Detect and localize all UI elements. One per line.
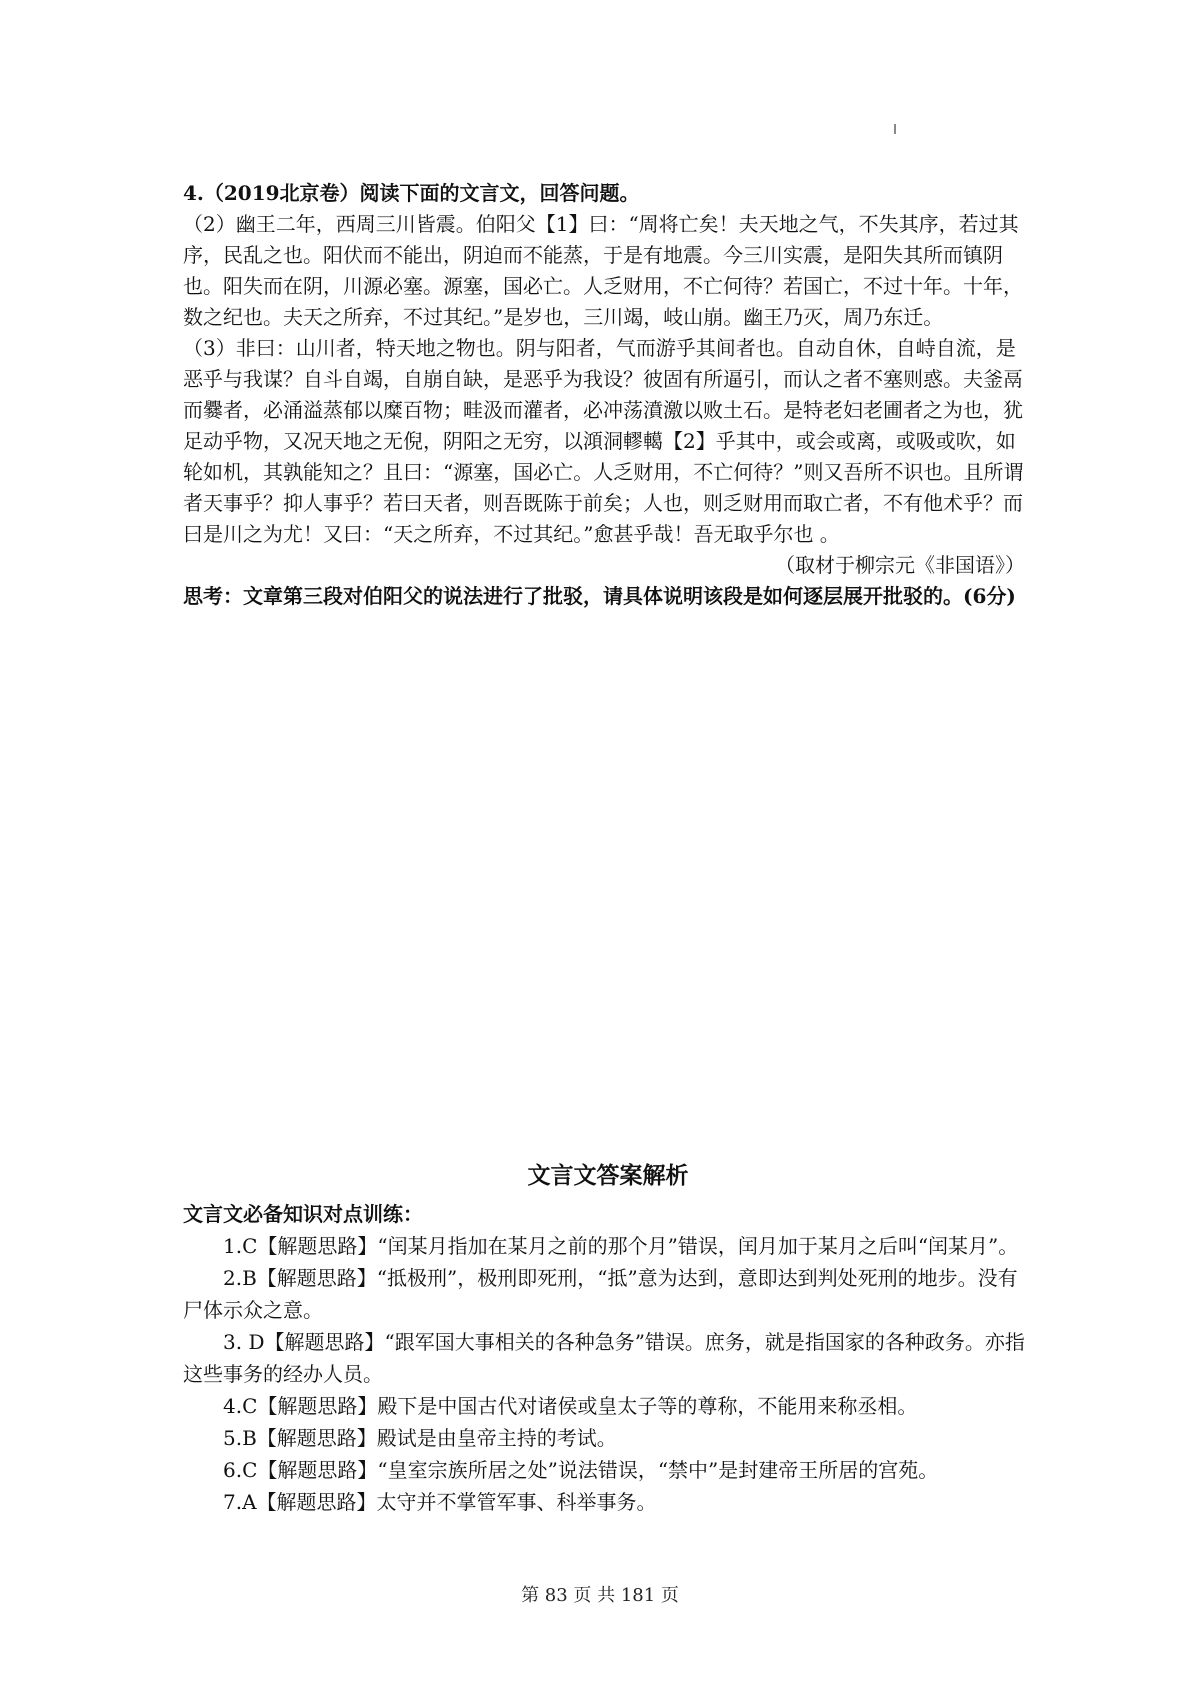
answer-item: 2.B【解题思路】“抵极刑”，极刑即死刑，“抵”意为达到，意即达到判处死刑的地步。没有尸体示众之意。 <box>183 1266 1018 1322</box>
question-section <box>183 178 1033 612</box>
question-prompt: 思考：文章第三段对伯阳父的说法进行了批驳，请具体说明该段是如何逐层展开批驳的。(6分) <box>183 584 1016 608</box>
passage-paragraph-2: （2）幽王二年，西周三川皆震。伯阳父【1】曰：“周将亡矣！夫天地之气，不失其序，若过其序，民乱之也。阳伏而不能出，阴迫而不能蒸，于是有地震。今三川实震，是阳失其所而镇阴也。阳失而在阴，川源必塞。源塞，国必亡。人乏财用，不亡何待？若国亡，不过十年。十年，数之纪也。夫天之所弃，不过其纪。”是岁也，三川竭，岐山崩。幽王乃灭，周乃东迁。 <box>183 212 1023 329</box>
answer-item: 3. D【解题思路】“跟军国大事相关的各种急务”错误。庶务，就是指国家的各种政务。亦指这些事务的经办人员。 <box>183 1330 1025 1386</box>
answer-section <box>183 1158 1033 1518</box>
answer-subtitle: 文言文必备知识对点训练： <box>183 1202 423 1226</box>
question-title: 4.（2019北京卷）阅读下面的文言文，回答问题。 <box>183 181 640 205</box>
answer-item: 1.C【解题思路】“闰某月指加在某月之前的那个月”错误，闰月加于某月之后叫“闰某月”。 <box>223 1234 1019 1258</box>
answer-item: 7.A【解题思路】太守并不掌管军事、科举事务。 <box>223 1490 657 1514</box>
answer-item: 4.C【解题思路】殿下是中国古代对诸侯或皇太子等的尊称，不能用来称丞相。 <box>223 1394 918 1418</box>
scan-mark <box>894 124 896 134</box>
answer-title: 文言文答案解析 <box>527 1162 689 1189</box>
page-footer: 第 83 页 共 181 页 <box>521 1585 679 1606</box>
passage-paragraph-3: （3）非曰：山川者，特天地之物也。阴与阳者，气而游乎其间者也。自动自休，自峙自流，是恶乎与我谋？自斗自竭，自崩自缺，是恶乎为我设？彼固有所逼引，而认之者不塞则惑。夫釜鬲而爨者，必涌溢蒸郁以糜百物；畦汲而灌者，必冲荡濆激以败土石。是特老妇老圃者之为也，犹足动乎物，又况天地之无倪，阴阳之无穷，以澒洞轇轕【2】乎其中，或会或离，或吸或吹，如轮如机，其孰能知之？且曰：“源塞，国必亡。人乏财用，不亡何待？”则又吾所不识也。且所谓者天事乎？抑人事乎？若曰天者，则吾既陈于前矣；人也，则乏财用而取亡者，不有他术乎？而曰是川之为尤！又曰：“天之所弃，不过其纪。”愈甚乎哉！吾无取乎尔也 。 <box>183 336 1024 546</box>
answer-item: 6.C【解题思路】“皇室宗族所居之处”说法错误，“禁中”是封建帝王所居的宫苑。 <box>223 1458 939 1482</box>
passage-source: （取材于柳宗元《非国语》） <box>775 553 1025 577</box>
answer-item: 5.B【解题思路】殿试是由皇帝主持的考试。 <box>223 1426 617 1450</box>
